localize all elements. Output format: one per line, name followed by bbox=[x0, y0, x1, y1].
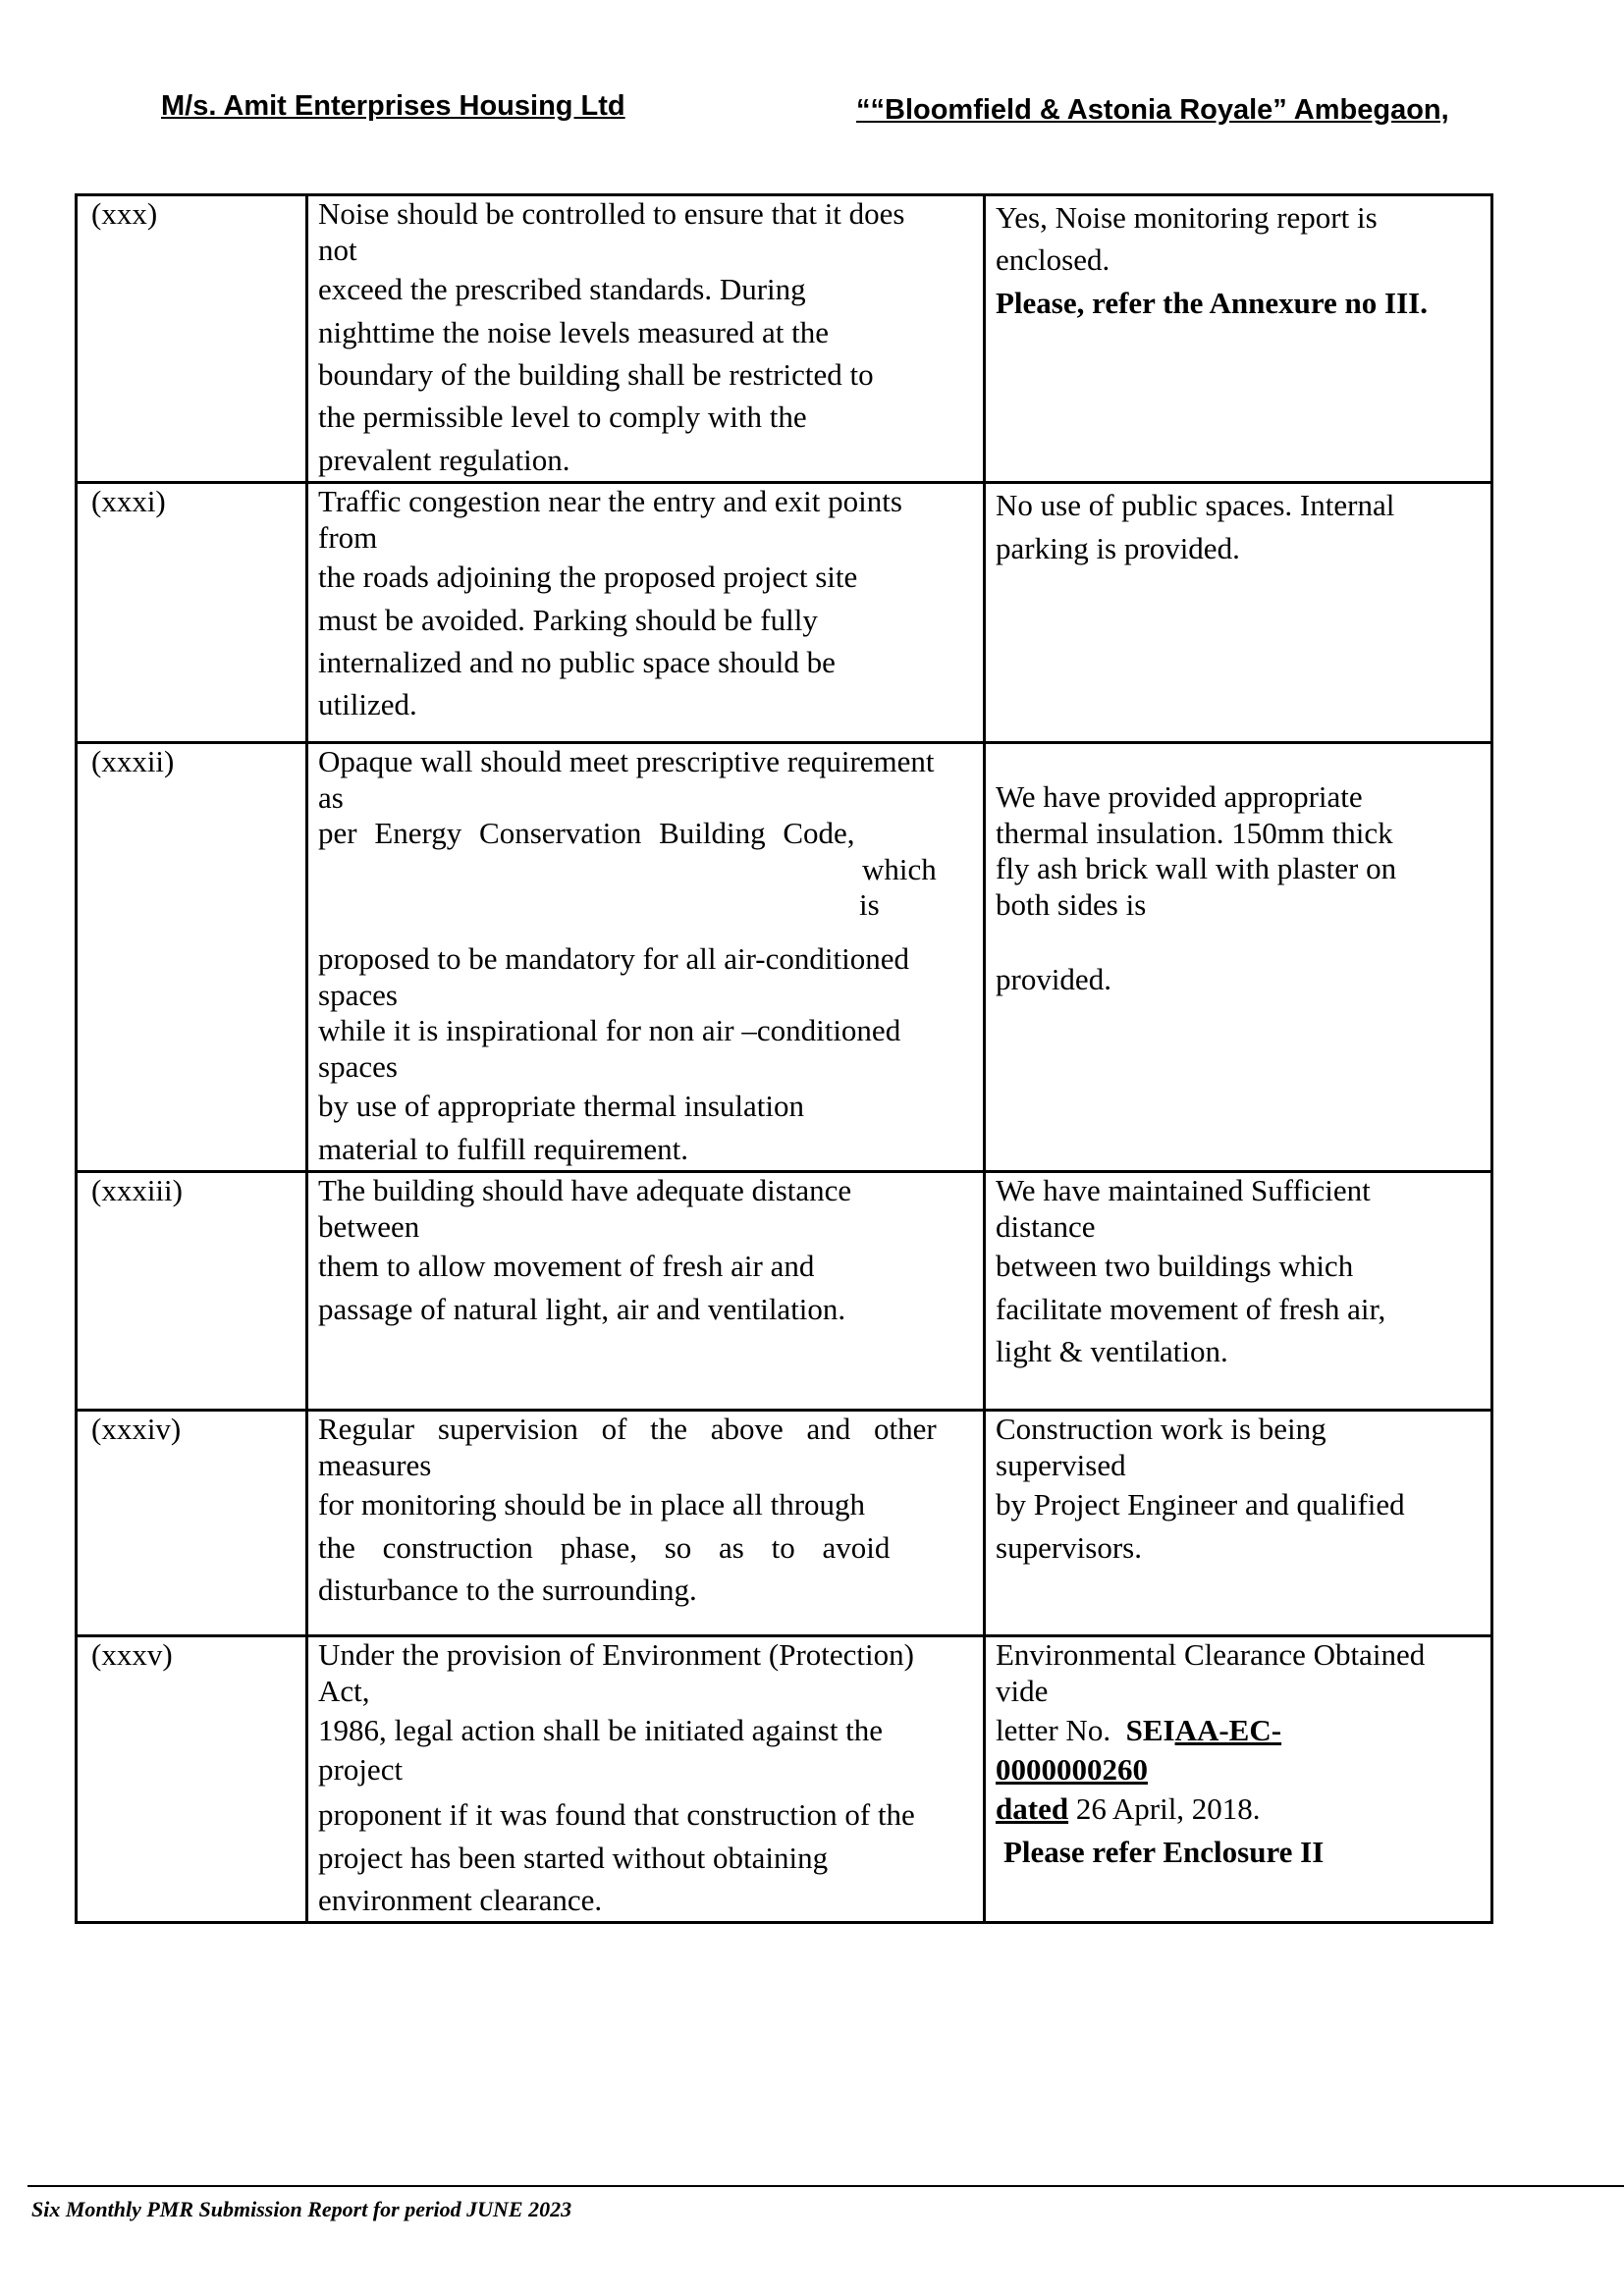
condition-line: must be avoided. Parking should be fully bbox=[318, 602, 818, 637]
compliance-cell bbox=[985, 1636, 1492, 1923]
compliance-cell bbox=[985, 483, 1492, 743]
row-number: (xxxi) bbox=[77, 483, 307, 743]
compliance-line: Please, refer the Annexure no III. bbox=[996, 285, 1428, 320]
condition-line: Act, bbox=[318, 1673, 370, 1708]
table-row bbox=[77, 483, 1492, 743]
condition-line: not bbox=[318, 232, 357, 267]
condition-line: Under the provision of Environment (Protection) bbox=[318, 1637, 914, 1673]
compliance-line: enclosed. bbox=[996, 242, 1110, 278]
condition-line: proposed to be mandatory for all air-conditioned bbox=[318, 941, 909, 976]
header-project: ““Bloomfield & Astonia Royale” Ambegaon, bbox=[856, 94, 1449, 126]
condition-line: measures bbox=[318, 1447, 432, 1482]
condition-line: Traffic congestion near the entry and exit points bbox=[318, 484, 902, 519]
condition-line: them to allow movement of fresh air and bbox=[318, 1249, 815, 1284]
condition-line: spaces bbox=[318, 977, 398, 1012]
ec-dated-label: dated bbox=[996, 1791, 1069, 1827]
compliance-line: light & ventilation. bbox=[996, 1334, 1228, 1369]
condition-line: is bbox=[859, 887, 880, 923]
condition-line: between bbox=[318, 1208, 420, 1244]
condition-line: for monitoring should be in place all through bbox=[318, 1487, 866, 1522]
condition-line: the roads adjoining the proposed project site bbox=[318, 560, 858, 595]
compliance-line: both sides is bbox=[996, 886, 1147, 922]
compliance-line: distance bbox=[996, 1208, 1096, 1244]
table-row bbox=[77, 1411, 1492, 1636]
compliance-line: provided. bbox=[996, 962, 1111, 997]
row-number: (xxxiv) bbox=[77, 1411, 307, 1636]
condition-line: 1986, legal action shall be initiated against the bbox=[318, 1713, 884, 1748]
ec-letter-line bbox=[996, 1709, 1483, 1751]
compliance-line: between two buildings which bbox=[996, 1249, 1354, 1284]
condition-cell bbox=[307, 1636, 985, 1923]
condition-line: Opaque wall should meet prescriptive requirement bbox=[318, 744, 935, 779]
table-row bbox=[77, 195, 1492, 483]
condition-line: Noise should be controlled to ensure that it does bbox=[318, 196, 905, 231]
compliance-line: Environmental Clearance Obtained bbox=[996, 1637, 1426, 1673]
condition-line: the construction phase, so as to avoid bbox=[318, 1529, 891, 1565]
compliance-line: facilitate movement of fresh air, bbox=[996, 1291, 1386, 1326]
compliance-line: supervisors. bbox=[996, 1529, 1142, 1565]
row-number: (xxxii) bbox=[77, 743, 307, 1172]
compliance-line: No use of public spaces. Internal bbox=[996, 488, 1395, 523]
condition-line: while it is inspirational for non air –conditioned bbox=[318, 1013, 901, 1048]
compliance-cell bbox=[985, 1411, 1492, 1636]
condition-line: passage of natural light, air and ventilation. bbox=[318, 1291, 846, 1326]
compliance-line: thermal insulation. 150mm thick bbox=[996, 815, 1393, 850]
condition-line: environment clearance. bbox=[318, 1883, 603, 1917]
condition-line: proponent if it was found that construction of the bbox=[318, 1797, 915, 1833]
condition-line: disturbance to the surrounding. bbox=[318, 1573, 697, 1608]
compliance-line: supervised bbox=[996, 1447, 1126, 1482]
footer-text: Six Monthly PMR Submission Report for period JUNE 2023 bbox=[31, 2197, 572, 2221]
ec-letter-code: AA-EC- bbox=[1174, 1713, 1282, 1748]
ec-date: 26 April, 2018. bbox=[1075, 1791, 1261, 1827]
condition-cell bbox=[307, 743, 985, 1172]
compliance-cell bbox=[985, 743, 1492, 1172]
row-number: (xxxv) bbox=[77, 1636, 307, 1923]
row-number: (xxx) bbox=[77, 195, 307, 483]
footer-divider bbox=[27, 2185, 1624, 2187]
condition-line: the permissible level to comply with the bbox=[318, 400, 807, 435]
table-row bbox=[77, 1636, 1492, 1923]
condition-line: internalized and no public space should be bbox=[318, 645, 836, 680]
compliance-line: Please refer Enclosure II bbox=[1003, 1834, 1325, 1869]
condition-line: utilized. bbox=[318, 687, 417, 722]
compliance-line: Yes, Noise monitoring report is bbox=[996, 200, 1378, 235]
condition-line: Regular supervision of the above and other bbox=[318, 1412, 937, 1447]
condition-line: material to fulfill requirement. bbox=[318, 1131, 689, 1166]
compliance-cell bbox=[985, 195, 1492, 483]
condition-cell bbox=[307, 483, 985, 743]
condition-line: per Energy Conservation Building Code, bbox=[318, 816, 855, 851]
table-row bbox=[77, 743, 1492, 1172]
condition-line: from bbox=[318, 519, 378, 555]
condition-line: boundary of the building shall be restricted to bbox=[318, 356, 874, 392]
condition-line: The building should have adequate distance bbox=[318, 1173, 852, 1208]
compliance-line: We have maintained Sufficient bbox=[996, 1173, 1371, 1208]
compliance-line: We have provided appropriate bbox=[996, 779, 1363, 815]
row-number: (xxxiii) bbox=[77, 1172, 307, 1411]
ec-letter-number: 0000000260 bbox=[996, 1751, 1148, 1787]
compliance-line: vide bbox=[996, 1673, 1049, 1708]
compliance-line: fly ash brick wall with plaster on bbox=[996, 851, 1397, 886]
compliance-table bbox=[75, 193, 1493, 1924]
condition-cell bbox=[307, 1172, 985, 1411]
condition-line: exceed the prescribed standards. During bbox=[318, 272, 806, 307]
table-row bbox=[77, 1172, 1492, 1411]
compliance-line: by Project Engineer and qualified bbox=[996, 1487, 1405, 1522]
condition-cell bbox=[307, 1411, 985, 1636]
condition-cell bbox=[307, 195, 985, 483]
header-company: M/s. Amit Enterprises Housing Ltd bbox=[161, 90, 625, 122]
compliance-line: Construction work is being bbox=[996, 1412, 1326, 1447]
condition-line: as bbox=[318, 779, 344, 815]
compliance-line: parking is provided. bbox=[996, 530, 1240, 565]
ec-letter-prefix: SEI bbox=[1125, 1713, 1175, 1748]
condition-line: by use of appropriate thermal insulation bbox=[318, 1089, 805, 1124]
compliance-cell bbox=[985, 1172, 1492, 1411]
condition-line: project bbox=[318, 1751, 404, 1787]
condition-line: project has been started without obtaining bbox=[318, 1840, 829, 1875]
condition-line: which bbox=[862, 851, 937, 886]
ec-letter-label: letter No. bbox=[996, 1713, 1111, 1748]
condition-line: prevalent regulation. bbox=[318, 442, 570, 477]
condition-line: nighttime the noise levels measured at the bbox=[318, 314, 829, 349]
condition-line: spaces bbox=[318, 1048, 398, 1084]
